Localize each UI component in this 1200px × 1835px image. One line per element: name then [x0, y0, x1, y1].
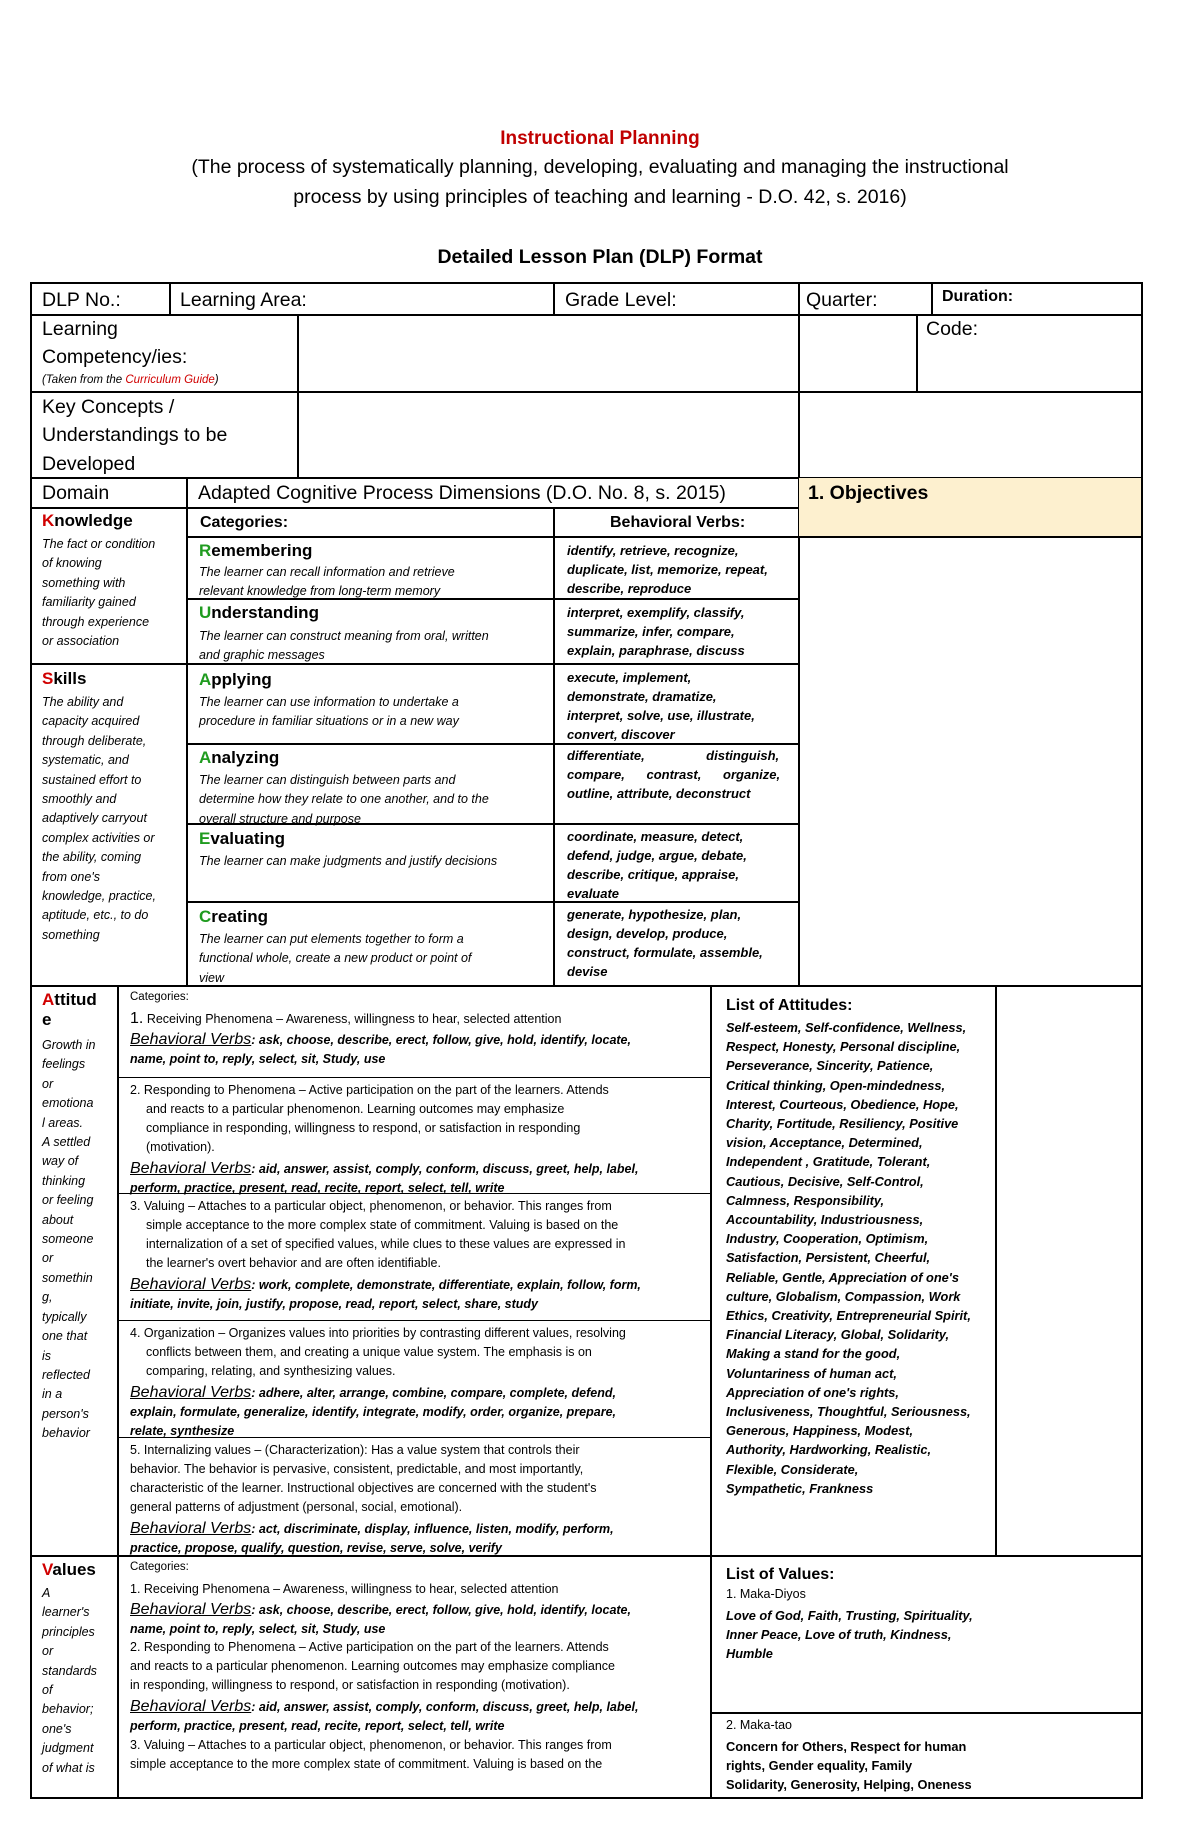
- values-cat-2: 2. Responding to Phenomena – Active participation on the part of the learners. Attends and reacts to a particular phenomenon. Learning outcomes may emphasize compliance in responding, willingness to respond, or satisfaction in responding (motivation).: [130, 1640, 615, 1692]
- attitude-cat-2-verbs: Behavioral Verbs: aid, answer, assist, comply, conform, discuss, greet, help, label, perform, practice, present, read, recite, report, select, tell, write: [130, 1160, 639, 1195]
- page-title: Instructional Planning: [500, 128, 700, 149]
- values-group-1-title: 1. Maka-Diyos: [726, 1587, 806, 1601]
- divider: [30, 985, 1143, 987]
- attitude-cat-1: 1. Receiving Phenomena – Awareness, willingness to hear, selected attention: [130, 1010, 562, 1027]
- values-list-title: List of Values:: [726, 1566, 835, 1583]
- values-cat-1: 1. Receiving Phenomena – Awareness, willingness to hear, selected attention: [130, 1582, 559, 1596]
- categories-label: Categories:: [200, 514, 289, 531]
- quarter-label: Quarter:: [806, 289, 878, 311]
- divider: [710, 985, 712, 1799]
- subtitle-line-1: (The process of systematically planning, developing, evaluating and managing the instructional: [191, 156, 1009, 178]
- analyzing-desc: The learner can distinguish between parts and determine how they relate to one another, and to the overall structure and purpose: [199, 773, 489, 826]
- attitude-cat-3-verbs: Behavioral Verbs: work, complete, demonstrate, differentiate, explain, follow, form, initiate, invite, join, justify, propose, read, report, select, share, study: [130, 1276, 641, 1311]
- attitude-heading: Attitud e: [42, 990, 97, 1029]
- key-concepts-1: Key Concepts /: [42, 396, 175, 418]
- evaluating-verbs: coordinate, measure, detect, defend, judge, argue, debate, describe, critique, appraise, evaluate: [567, 829, 747, 901]
- subtitle-line-2: process by using principles of teaching and learning - D.O. 42, s. 2016): [293, 186, 907, 208]
- divider: [117, 1077, 710, 1078]
- knowledge-heading: Knowledge: [42, 511, 133, 530]
- divider: [995, 985, 997, 1555]
- values-group-1-list: Love of God, Faith, Trusting, Spirituality, Inner Peace, Love of truth, Kindness, Humble: [726, 1608, 973, 1662]
- creating-verbs: generate, hypothesize, plan, design, develop, produce, construct, formulate, assemble, devise: [567, 907, 763, 979]
- duration-label: Duration:: [942, 288, 1014, 305]
- divider: [916, 314, 918, 391]
- divider: [117, 1320, 710, 1321]
- divider: [798, 536, 1143, 538]
- divider: [30, 391, 1143, 393]
- remembering-verbs: identify, retrieve, recognize, duplicate, list, memorize, repeat, describe, reproduce: [567, 543, 768, 596]
- values-heading: Values: [42, 1560, 96, 1579]
- competency-note: (Taken from the Curriculum Guide): [42, 374, 219, 386]
- values-cat-1-verbs: Behavioral Verbs: ask, choose, describe, erect, follow, give, hold, identify, locate, name, point to, reply, select, sit, Study, use: [130, 1601, 631, 1636]
- domain-label: Domain: [42, 482, 110, 504]
- values-cat-2-verbs: Behavioral Verbs: aid, answer, assist, comply, conform, discuss, greet, help, label, perform, practice, present, read, recite, report, select, tell, write: [130, 1698, 639, 1733]
- attitude-cat-1-verbs: Behavioral Verbs: ask, choose, describe, erect, follow, give, hold, identify, locate, name, point to, reply, select, sit, Study, use: [130, 1031, 631, 1066]
- attitude-cat-5-verbs: Behavioral Verbs: act, discriminate, display, influence, listen, modify, perform, practice, propose, qualify, question, revise, serve, solve, verify: [130, 1520, 614, 1555]
- divider: [30, 314, 1143, 316]
- applying-heading: Applying: [199, 670, 272, 689]
- divider: [169, 282, 171, 314]
- understanding-verbs: interpret, exemplify, classify, summarize, infer, compare, explain, paraphrase, discuss: [567, 605, 745, 658]
- competency-label-1: Learning: [42, 318, 118, 340]
- skills-heading: Skills: [42, 669, 87, 688]
- applying-verbs: execute, implement, demonstrate, dramatize, interpret, solve, use, illustrate, convert, discover: [567, 670, 755, 742]
- key-concepts-3: Developed: [42, 453, 136, 475]
- divider: [931, 282, 933, 314]
- knowledge-desc: The fact or condition of knowing something with familiarity gained through experience or association: [42, 537, 156, 649]
- attitude-cat-2: 2. Responding to Phenomena – Active participation on the part of the learners. Attends and reacts to a particular phenomenon. Learning outcomes may emphasize compliance in responding, willingness to respond, or satisfaction in responding (motivation).: [130, 1083, 609, 1154]
- attitude-desc: Growth in feelings or emotiona l areas. A settled way of thinking or feeling about someone or somethin g, typically one that is reflected in a person's behavior: [42, 1038, 96, 1441]
- understanding-heading: Understanding: [199, 603, 319, 622]
- format-title: Detailed Lesson Plan (DLP) Format: [437, 246, 763, 268]
- divider: [798, 282, 800, 985]
- remembering-desc: The learner can recall information and retrieve relevant knowledge from long-term memory: [199, 565, 455, 599]
- attitude-cat-4-verbs: Behavioral Verbs: adhere, alter, arrange, combine, compare, complete, defend, explain, formulate, generalize, identify, integrate, modify, order, organize, prepare, relate, synthesize: [130, 1384, 616, 1438]
- applying-desc: The learner can use information to undertake a procedure in familiar situations or in a new way: [199, 695, 459, 729]
- attitudes-list: Self-esteem, Self-confidence, Wellness, Respect, Honesty, Personal discipline, Perseverance, Sincerity, Patience, Critical thinking, Open-mindedness, Interest, Courteous, Obedience, Hope, Charity, Fortitude, Resiliency, Positive vision, Acceptance, Determined, Independent , Gratitude, Tolerant, Cautious, Decisive, Self-Control, Calmness, Responsibility, Accountability, Industriousness, Industry, Cooperation, Optimism, Satisfaction, Persistent, Cheerful, Reliable, Gentle, Appreciation of one's culture, Globalism, Compassion, Work Ethics, Creativity, Entrepreneurial Spirit, Financial Literacy, Global, Solidarity, Making a stand for the good, Voluntariness of human act, Appreciation of one's rights, Inclusiveness, Thoughtful, Seriousness, Generous, Happiness, Modest, Authority, Hardworking, Realistic, Flexible, Considerate, Sympathetic, Frankness: [726, 1020, 971, 1496]
- divider: [553, 282, 555, 314]
- analyzing-heading: Analyzing: [199, 748, 280, 767]
- remembering-heading: Remembering: [199, 541, 313, 560]
- divider: [117, 985, 119, 1799]
- values-cat-3: 3. Valuing – Attaches to a particular object, phenomenon, or behavior. This ranges from simple acceptance to the more complex state of commitment. Valuing is based on the: [130, 1738, 612, 1771]
- divider: [297, 314, 299, 477]
- learning-area-label: Learning Area:: [180, 289, 307, 311]
- divider: [553, 507, 555, 985]
- grade-level-label: Grade Level:: [565, 289, 677, 311]
- divider: [710, 1712, 1143, 1714]
- evaluating-desc: The learner can make judgments and justify decisions: [199, 854, 498, 868]
- values-desc: A learner's principles or standards of behavior; one's judgment of what is: [42, 1586, 97, 1775]
- attitude-cat-4: 4. Organization – Organizes values into priorities by contrasting different values, resolving conflicts between them, and creating a unique value system. The emphasis is on comparing, relating, and synthesizing values.: [130, 1326, 626, 1378]
- analyzing-verbs: differentiate, distinguish, compare, contrast, organize, outline, attribute, deconstruct: [567, 748, 781, 801]
- adapted-label: Adapted Cognitive Process Dimensions (D.O. No. 8, s. 2015): [198, 482, 726, 504]
- attitude-categories-label: Categories:: [130, 991, 189, 1003]
- dlp-no-label: DLP No.:: [42, 289, 121, 311]
- attitude-cat-5: 5. Internalizing values – (Characterization): Has a value system that controls their behavior. The behavior is pervasive, consistent, predictable, and most importantly, characteristic of the learner. Instructional objectives are concerned with the student's general patterns of adjustment (personal, social, emotional).: [130, 1443, 597, 1514]
- competency-label-2: Competency/ies:: [42, 346, 188, 368]
- creating-desc: The learner can put elements together to form a functional whole, create a new product or point of view: [199, 932, 472, 985]
- attitude-cat-3: 3. Valuing – Attaches to a particular object, phenomenon, or behavior. This ranges from simple acceptance to the more complex state of commitment. Valuing is based on the internalization of a set of specified values, while clues to these values are expressed in the learner's overt behavior and are often identifiable.: [130, 1199, 626, 1270]
- values-group-2-title: 2. Maka-tao: [726, 1718, 793, 1732]
- divider: [186, 477, 188, 985]
- code-label: Code:: [926, 318, 979, 340]
- understanding-desc: The learner can construct meaning from oral, written and graphic messages: [199, 629, 489, 663]
- creating-heading: Creating: [199, 907, 268, 926]
- objectives-label: 1. Objectives: [808, 482, 929, 504]
- values-group-2-list: Concern for Others, Respect for human rights, Gender equality, Family Solidarity, Generosity, Helping, Oneness: [726, 1739, 972, 1793]
- divider: [186, 536, 798, 538]
- values-categories-label: Categories:: [130, 1561, 189, 1573]
- skills-desc: The ability and capacity acquired through deliberate, systematic, and sustained effort to smoothly and adaptively carryout complex activities or the ability, coming from one's knowledge, practice, aptitude, etc., to do something: [42, 695, 156, 942]
- key-concepts-2: Understandings to be: [42, 424, 228, 446]
- evaluating-heading: Evaluating: [199, 829, 285, 848]
- attitudes-list-title: List of Attitudes:: [726, 997, 853, 1014]
- behavioral-verbs-label: Behavioral Verbs:: [610, 514, 746, 531]
